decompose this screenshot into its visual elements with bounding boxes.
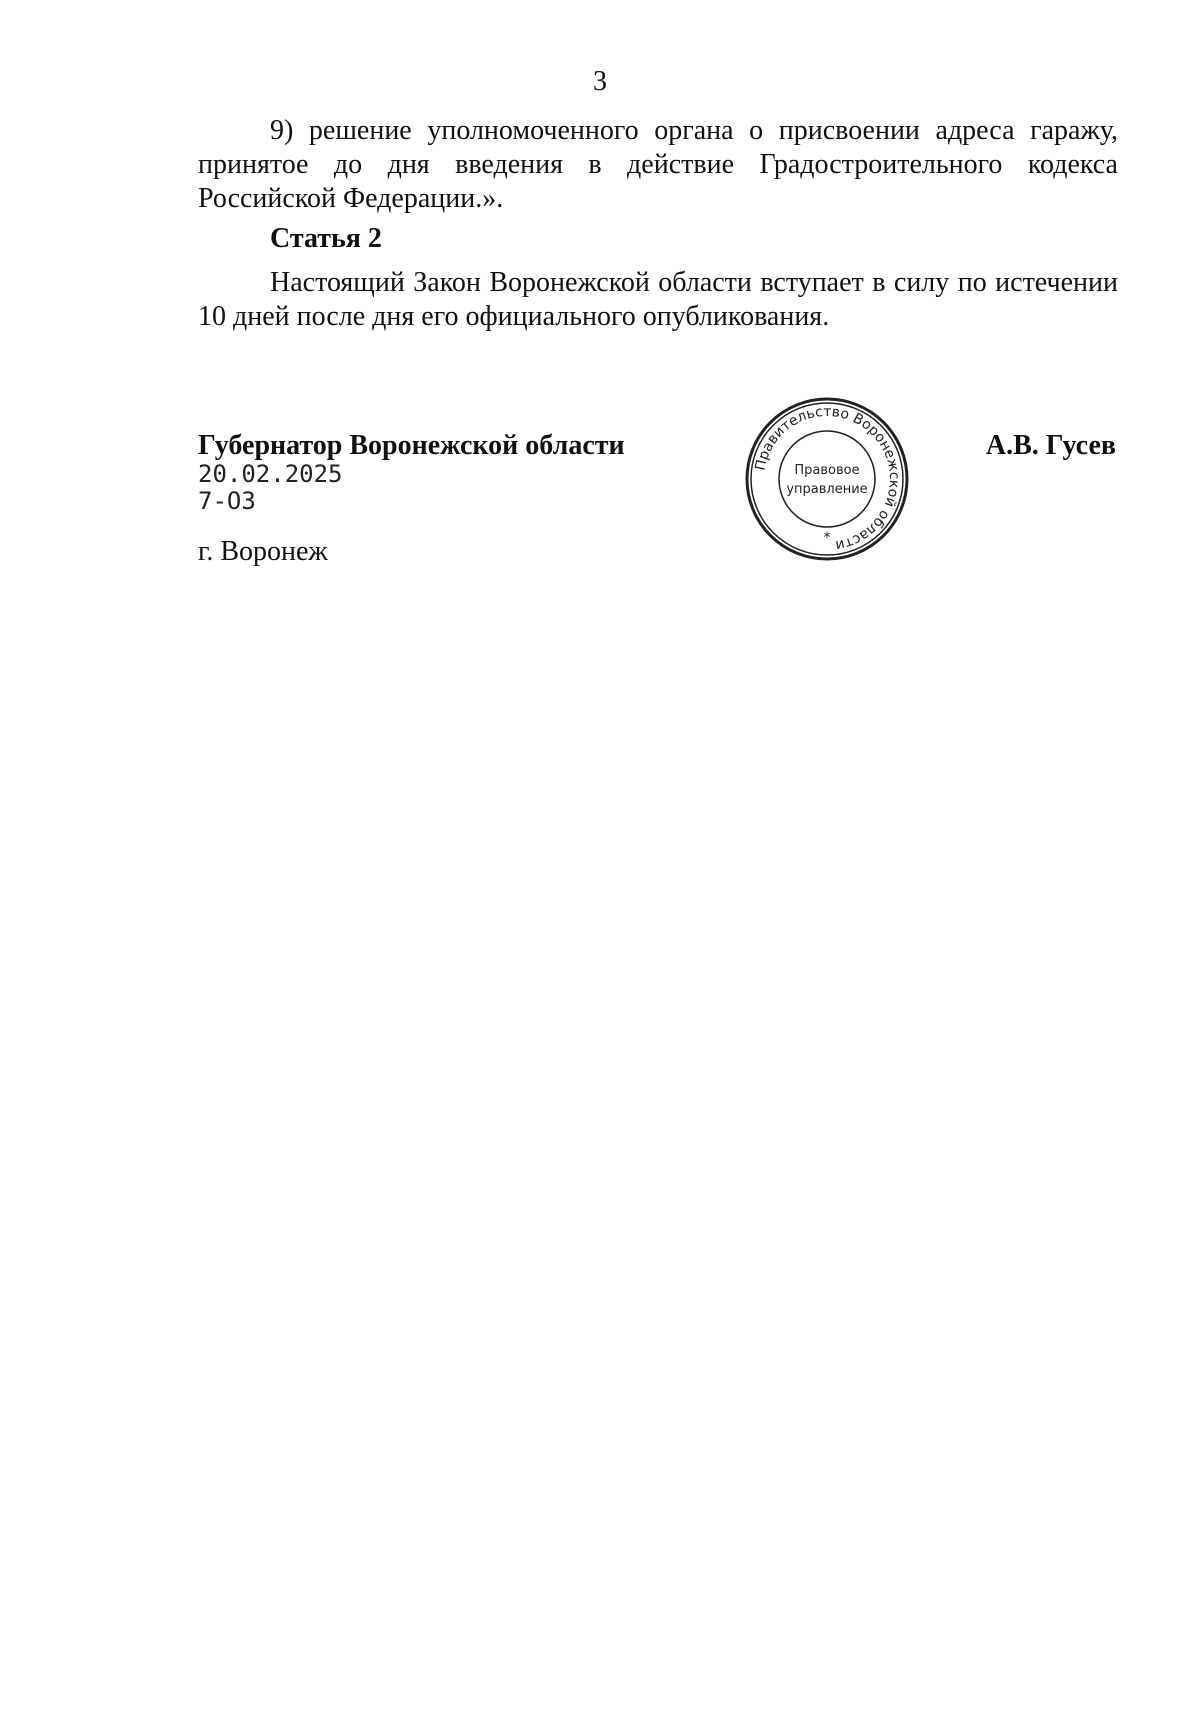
article-heading: Статья 2 <box>270 223 382 254</box>
signatory-title: Губернатор Воронежской области <box>198 430 625 461</box>
seal-graphic <box>742 394 912 564</box>
signatory-name: А.В. Гусев <box>985 430 1116 461</box>
seal-star: * <box>823 530 831 546</box>
page-number: 3 <box>593 66 607 97</box>
registration-date: 20.02.2025 <box>198 460 343 488</box>
registration-number: 7-ОЗ <box>198 487 256 515</box>
article-2-paragraph: Настоящий Закон Воронежской области вступает в силу по истечении 10 дней после дня его официального опубликования. <box>198 267 1118 332</box>
registration-stamp <box>198 461 343 515</box>
item-9-paragraph: 9) решение уполномоченного органа о присвоении адреса гаражу, принятое до дня введения в действие Градостроительного кодекса Российской Федерации.». <box>198 115 1118 214</box>
official-seal <box>742 394 912 564</box>
city-name: г. Воронеж <box>198 536 328 567</box>
seal-outer-text: Правительство Воронежской области <box>752 403 903 554</box>
seal-inner-line-1: Правовое <box>794 463 860 478</box>
seal-inner-line-2: управление <box>786 482 868 497</box>
seal-inner-ring <box>779 431 875 527</box>
